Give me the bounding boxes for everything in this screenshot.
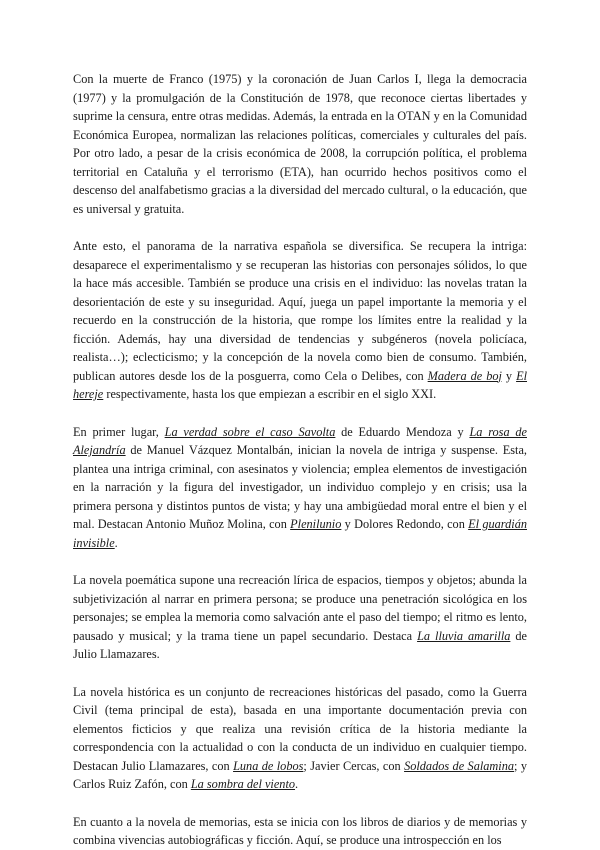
body-text: y — [501, 368, 517, 383]
body-text: de Eduardo Mendoza y — [335, 424, 470, 439]
body-text: . — [114, 535, 118, 550]
body-text: de Julio Llamazares. — [73, 628, 527, 661]
body-text: ; y Carlos Ruiz Zafón, con — [73, 758, 527, 791]
body-text: La novela histórica es un conjunto de recreaciones históricas del pasado, como la Guerra Civil (tema principal de esta), basada en una importante documentación previa con elementos ficticios y que realiza una revisión crítica de la historia mediante la correspondencia con la actualidad o con la conducta de un individuo en cualquier tiempo. Destacan Julio Llamazares, con — [73, 684, 527, 773]
body-text: Con la muerte de Franco (1975) y la coronación de Juan Carlos I, llega la democracia (1977) y la promulgación de la Constitución de 1978, que reconoce ciertas libertades y suprime la censura, entre otras medidas. Además, la entrada en la OTAN y en la Comunidad Económica Europea, normalizan las relaciones políticas, comerciales y culturales del país. Por otro lado, a pesar de la crisis económica de 2008, la corrupción política, el problema territorial en Cataluña y el terrorismo (ETA), han ocurrido hechos positivos como el descenso del analfabetismo gracias a la diversidad del mercado cultural, o la educación, que es universal y gratuita. — [73, 72, 527, 216]
paragraph-panorama — [73, 237, 527, 404]
book-title: La lluvia amarilla — [417, 628, 511, 643]
book-title: El guardián invisible — [73, 517, 527, 550]
body-text: ; Javier Cercas, con — [303, 758, 405, 773]
body-text: Ante esto, el panorama de la narrativa española se diversifica. Se recupera la intriga: desaparece el experimentalismo y se recuperan las historias con personajes sólidos, lo que la hace más accesible. También se produce una crisis en el individuo: las novelas tratan la desorientación de este y su inseguridad. Aquí, juega un papel importante la memoria y el recuerdo en la construcción de la historia, que rompe los límites entre la realidad y la ficción. Además, hay una diversidad de tendencias y subgéneros (novela policíaca, realista…); eclecticismo; y la concepción de la novela como bien de consumo. También, publican autores desde los de la posguerra, como Cela o Delibes, con — [73, 239, 527, 383]
book-title: Luna de lobos — [233, 758, 304, 773]
paragraph-memorias — [73, 813, 527, 850]
body-text: En primer lugar, — [73, 424, 165, 439]
book-title: El hereje — [73, 368, 528, 401]
book-title: La verdad sobre el caso Savolta — [164, 424, 336, 439]
body-text: . — [295, 777, 299, 791]
book-title: Plenilunio — [290, 517, 342, 531]
book-title: Madera de boj — [427, 368, 502, 383]
paragraph-intriga — [73, 423, 527, 553]
body-text: y Dolores Redondo, con — [341, 517, 469, 531]
book-title: La sombra del viento — [190, 777, 296, 791]
book-title: La rosa de Alejandría — [73, 424, 527, 457]
body-text: La novela poemática supone una recreación lírica de espacios, tiempos y objetos; abunda la subjetivización al narrar en primera persona; se produce una penetración sicológica en los personajes; se emplea la memoria como salvación ante el paso del tiempo; el ritmo es lento, pausado y musical; y la trama tiene un papel secundario. Destaca — [73, 573, 527, 643]
paragraph-historica — [73, 683, 527, 794]
paragraph-intro — [73, 70, 527, 218]
book-title: Soldados de Salamina — [404, 758, 515, 773]
body-text: En cuanto a la novela de memorias, esta se inicia con los libros de diarios y de memorias y combina vivencias autobiográficas y ficción. Aquí, se produce una introspección en los — [73, 814, 527, 847]
paragraph-poematica — [73, 571, 527, 664]
body-text: de Manuel Vázquez Montalbán, inician la novela de intriga y suspense. Esta, plantea una intriga criminal, con asesinatos y violencia; emplea elementos de investigación en la narración y la figura del investigador, un individuo complejo y en crisis; usa la primera persona y distintos puntos de vista; y hay una ambigüedad moral entre el bien y el mal. Destacan Antonio Muñoz Molina, con — [73, 443, 527, 531]
body-text: respectivamente, hasta los que empiezan a escribir en el siglo XXI. — [103, 387, 437, 401]
